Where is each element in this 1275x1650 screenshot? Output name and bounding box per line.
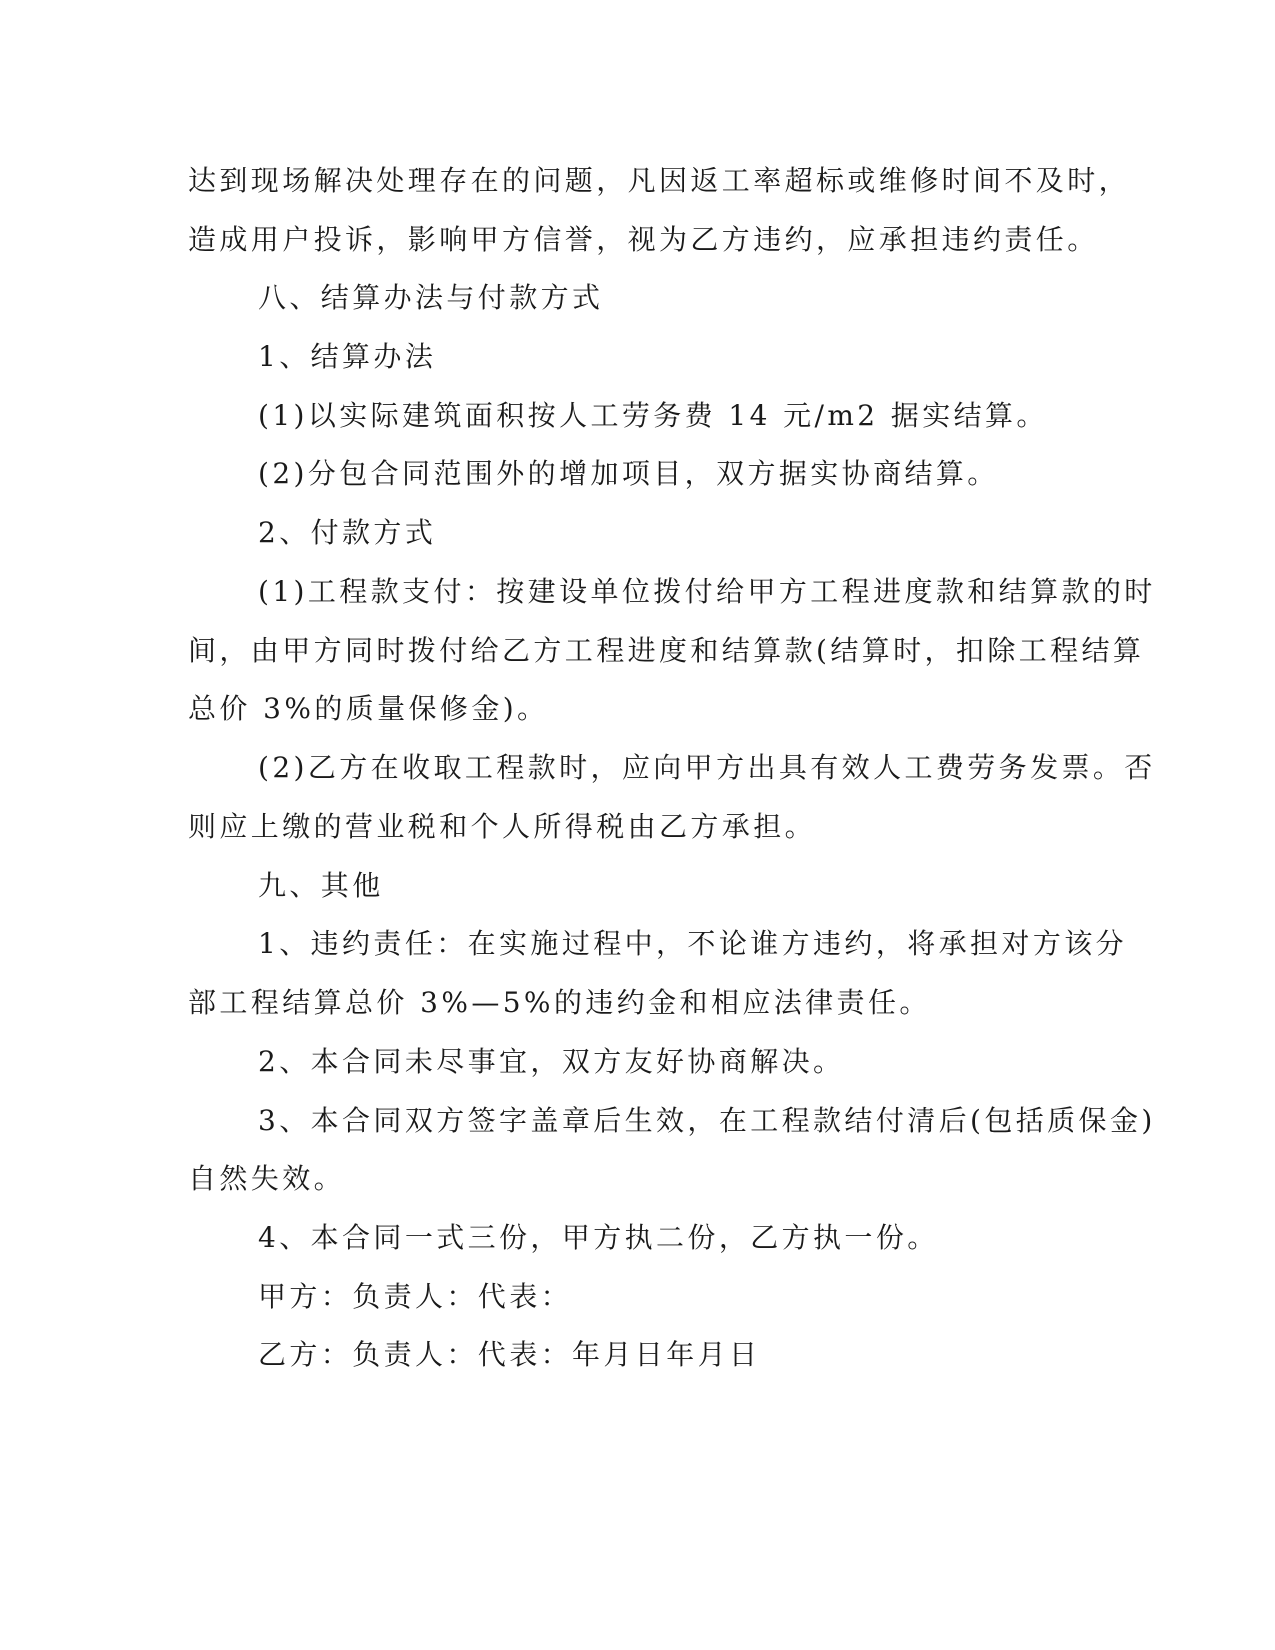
body-text-line: 4、本合同一式三份，甲方执二份，乙方执一份。: [258, 1221, 939, 1254]
body-text-line: 自然失效。: [188, 1162, 346, 1195]
body-text-line: (1)以实际建筑面积按人工劳务费 14 元/m2 据实结算。: [258, 399, 1048, 432]
body-text-line: 达到现场解决处理存在的问题，凡因返工率超标或维修时间不及时，: [188, 164, 1131, 197]
party-b-signature-line: 乙方：负责人：代表：年月日年月日: [258, 1338, 761, 1371]
body-text-line: 间，由甲方同时拨付给乙方工程进度和结算款(结算时，扣除工程结算: [188, 634, 1145, 667]
body-text-line: 2、本合同未尽事宜，双方友好协商解决。: [258, 1045, 845, 1078]
body-text-line: 1、违约责任：在实施过程中，不论谁方违约，将承担对方该分: [258, 927, 1128, 960]
body-text-line: 总价 3%的质量保修金)。: [188, 692, 549, 725]
body-text-line: (2)分包合同范围外的增加项目，双方据实协商结算。: [258, 457, 999, 490]
body-text-line: 3、本合同双方签字盖章后生效，在工程款结付清后(包括质保金): [258, 1104, 1156, 1137]
section-heading-9: 九、其他: [258, 869, 384, 902]
subsection-heading-settlement: 1、结算办法: [258, 340, 437, 373]
body-text-line: 部工程结算总价 3%—5%的违约金和相应法律责任。: [188, 986, 931, 1019]
body-text-line: (2)乙方在收取工程款时，应向甲方出具有效人工费劳务发票。否: [258, 751, 1156, 784]
body-text-line: (1)工程款支付：按建设单位拨付给甲方工程进度款和结算款的时: [258, 575, 1156, 608]
body-text-line: 造成用户投诉，影响甲方信誉，视为乙方违约，应承担违约责任。: [188, 223, 1099, 256]
section-heading-8: 八、结算办法与付款方式: [258, 281, 604, 314]
subsection-heading-payment: 2、付款方式: [258, 516, 437, 549]
party-a-signature-line: 甲方：负责人：代表：: [258, 1280, 573, 1313]
body-text-line: 则应上缴的营业税和个人所得税由乙方承担。: [188, 810, 817, 843]
